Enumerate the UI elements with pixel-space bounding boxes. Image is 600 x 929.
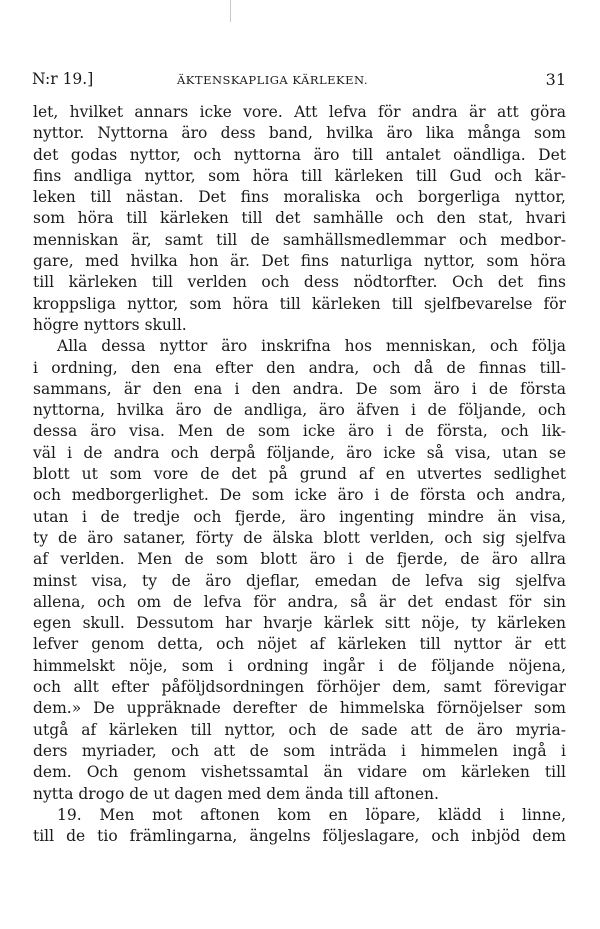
paragraph-end-line: högre nyttors skull. bbox=[33, 315, 187, 334]
text-line: dem. Och genom vishetssamtal än vidare om kärleken till bbox=[33, 763, 566, 782]
page-number: 31 bbox=[545, 70, 566, 89]
text-line: i ordning, den ena efter den andra, och då de finnas till- bbox=[33, 358, 566, 377]
running-title: ÄKTENSKAPLIGA KÄRLEKEN. bbox=[177, 73, 368, 87]
text-line: till de tio främlingarna, ängelns följeslagare, och inbjöd dem bbox=[33, 827, 566, 846]
text-line: leken till nästan. Det fins moraliska och borgerliga nyttor, bbox=[33, 188, 566, 207]
text-line: kroppsliga nyttor, som höra till kärleken till sjelfbevarelse för bbox=[33, 294, 566, 313]
text-line: utan i de tredje och fjerde, äro ingenting mindre än visa, bbox=[33, 507, 566, 526]
text-line: blott ut som vore de det på grund af en utvertes sedlighet bbox=[33, 465, 566, 484]
body-text bbox=[33, 102, 566, 847]
text-line: ty de äro sataner, förty de älska blott verlden, och sig sjelfva bbox=[33, 528, 566, 547]
text-line: dem.» De uppräknade derefter de himmelska förnöjelser som bbox=[33, 699, 566, 718]
text-line: lefver genom detta, och nöjet af kärleken till nyttor är ett bbox=[33, 635, 566, 654]
text-line: som höra till kärleken till det samhälle och den stat, hvari bbox=[33, 209, 566, 228]
text-line: ders myriader, och att de som inträda i himmelen ingå i bbox=[33, 741, 566, 760]
running-header bbox=[32, 70, 566, 92]
text-line: dessa äro visa. Men de som icke äro i de första, och lik- bbox=[33, 422, 566, 441]
text-line: gare, med hvilka hon är. Det fins naturliga nyttor, som höra bbox=[33, 252, 566, 271]
text-line: menniskan är, samt till de samhällsmedlemmar och medbor- bbox=[33, 230, 566, 249]
text-line: himmelskt nöje, som i ordning ingår i de följande nöjena, bbox=[33, 656, 566, 675]
paragraph-end-line: nytta drogo de ut dagen med dem ända till aftonen. bbox=[33, 784, 439, 803]
text-line: allena, och om de lefva för andra, så är det endast för sin bbox=[33, 592, 566, 611]
text-line: let, hvilket annars icke vore. Att lefva för andra är att göra bbox=[33, 103, 566, 121]
text-line: fins andliga nyttor, som höra till kärleken till Gud och kär- bbox=[33, 166, 566, 185]
text-line: utgå af kärleken till nyttor, och de sade att de äro myria- bbox=[33, 720, 566, 739]
text-line: minst visa, ty de äro djeflar, emedan de lefva sig sjelfva bbox=[33, 571, 566, 590]
section-number: N:r 19.] bbox=[32, 70, 94, 88]
text-line: nyttor. Nyttorna äro dess band, hvilka äro lika många som bbox=[33, 124, 566, 143]
text-line: och medborgerlighet. De som icke äro i de första och andra, bbox=[33, 486, 566, 505]
text-line: och allt efter påföljdsordningen förhöjer dem, samt förevigar bbox=[33, 678, 566, 697]
text-line: det godas nyttor, och nyttorna äro till antalet oändliga. Det bbox=[33, 145, 566, 164]
page-crease bbox=[230, 0, 231, 22]
text-line: af verlden. Men de som blott äro i de fjerde, de äro allra bbox=[33, 550, 566, 569]
text-line: sammans, är den ena i den andra. De som äro i de första bbox=[33, 379, 566, 398]
paragraph-start-line: 19. Men mot aftonen kom en löpare, klädd i linne, bbox=[57, 805, 566, 824]
text-line: nyttorna, hvilka äro de andliga, äro äfven i de följande, och bbox=[33, 401, 566, 420]
text-line: till kärleken till verlden och dess nödtorfter. Och det fins bbox=[33, 273, 566, 292]
text-line: egen skull. Dessutom har hvarje kärlek sitt nöje, ty kärleken bbox=[33, 614, 566, 633]
paragraph-start-line: Alla dessa nyttor äro inskrifna hos menniskan, och följa bbox=[57, 337, 566, 356]
text-line: väl i de andra och derpå följande, äro icke så visa, utan se bbox=[33, 443, 566, 462]
